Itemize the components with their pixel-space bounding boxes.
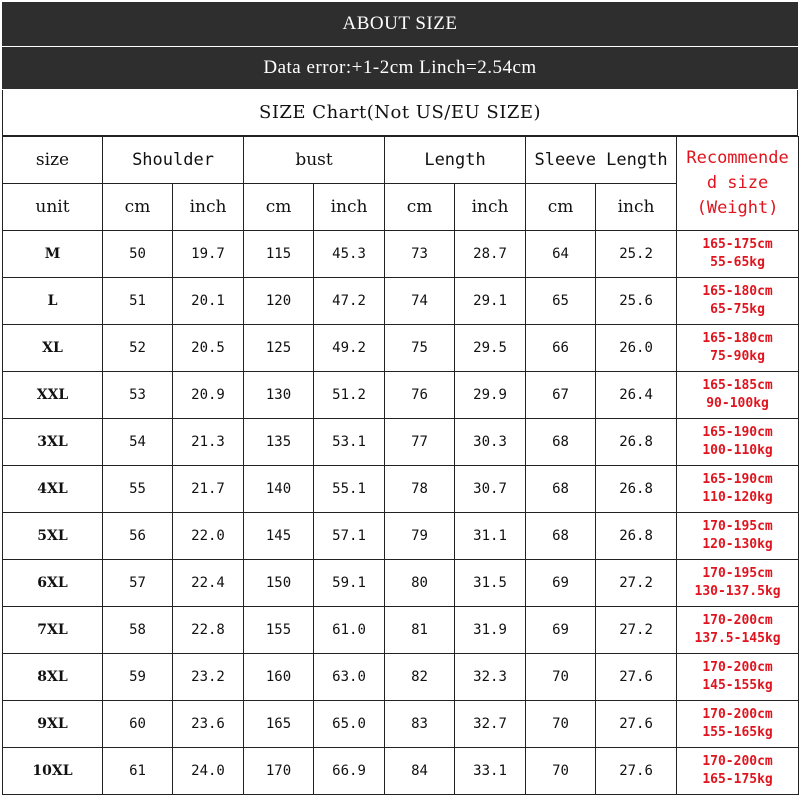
- sleeve-cm-value: 69: [526, 607, 596, 654]
- recommended-size-value: [677, 513, 799, 560]
- shoulder-inch-value: 20.5: [173, 325, 244, 372]
- sleeve-inch-value: 25.6: [596, 278, 677, 325]
- recommended-weight: 120-130kg: [702, 537, 773, 552]
- recommended-size-value: [677, 231, 799, 278]
- recommended-weight: 130-137.5kg: [694, 584, 781, 599]
- table-row: [3, 466, 799, 513]
- length-cm-value: 78: [385, 466, 455, 513]
- table-row: [3, 231, 799, 278]
- length-inch-value: 31.9: [455, 607, 526, 654]
- recommended-height: 165-190cm: [702, 425, 773, 440]
- shoulder-cm-value: 55: [103, 466, 173, 513]
- length-cm-value: 83: [385, 701, 455, 748]
- shoulder-cm-value: 60: [103, 701, 173, 748]
- unit-header: unit: [3, 184, 103, 231]
- shoulder-inch-value: 23.6: [173, 701, 244, 748]
- sleeve-cm-value: 67: [526, 372, 596, 419]
- shoulder-header: Shoulder: [103, 137, 244, 184]
- bust-header: bust: [244, 137, 385, 184]
- bust-inch-value: 47.2: [314, 278, 385, 325]
- length-cm-value: 77: [385, 419, 455, 466]
- size-table: [2, 136, 799, 795]
- bust-cm-value: 135: [244, 419, 314, 466]
- bust-cm-header: cm: [244, 184, 314, 231]
- size-value: 6XL: [3, 560, 103, 607]
- sleeve-cm-value: 68: [526, 466, 596, 513]
- shoulder-inch-value: 22.4: [173, 560, 244, 607]
- size-table-body: [3, 231, 799, 795]
- bust-cm-value: 160: [244, 654, 314, 701]
- shoulder-cm-value: 53: [103, 372, 173, 419]
- bust-inch-value: 63.0: [314, 654, 385, 701]
- recommended-size-value: [677, 701, 799, 748]
- sleeve-inch-value: 26.0: [596, 325, 677, 372]
- sleeve-inch-value: 26.8: [596, 466, 677, 513]
- length-inch-value: 30.3: [455, 419, 526, 466]
- recommended-height: 170-200cm: [702, 707, 773, 722]
- size-value: XL: [3, 325, 103, 372]
- size-value: 9XL: [3, 701, 103, 748]
- size-value: 5XL: [3, 513, 103, 560]
- table-row: [3, 701, 799, 748]
- length-cm-value: 73: [385, 231, 455, 278]
- recommended-height: 170-200cm: [702, 660, 773, 675]
- recommended-weight: 137.5-145kg: [694, 631, 781, 646]
- shoulder-inch-value: 24.0: [173, 748, 244, 795]
- length-cm-value: 76: [385, 372, 455, 419]
- sleeve-cm-value: 68: [526, 419, 596, 466]
- table-row: [3, 560, 799, 607]
- header-row-groups: [3, 137, 799, 184]
- bust-cm-value: 170: [244, 748, 314, 795]
- bust-inch-value: 45.3: [314, 231, 385, 278]
- bust-cm-value: 150: [244, 560, 314, 607]
- recommended-weight: 100-110kg: [702, 443, 773, 458]
- length-inch-value: 28.7: [455, 231, 526, 278]
- shoulder-cm-value: 57: [103, 560, 173, 607]
- size-value: 7XL: [3, 607, 103, 654]
- measurement-error-note: Data error:+1-2cm Linch=2.54cm: [2, 47, 798, 89]
- sleeve-inch-value: 26.8: [596, 513, 677, 560]
- shoulder-cm-value: 51: [103, 278, 173, 325]
- shoulder-cm-value: 59: [103, 654, 173, 701]
- length-inch-value: 31.5: [455, 560, 526, 607]
- bust-cm-value: 140: [244, 466, 314, 513]
- recommended-size-value: [677, 419, 799, 466]
- recommended-header-line-2: d size: [706, 173, 769, 193]
- shoulder-inch-value: 23.2: [173, 654, 244, 701]
- recommended-height: 170-200cm: [702, 613, 773, 628]
- shoulder-cm-value: 58: [103, 607, 173, 654]
- bust-cm-value: 115: [244, 231, 314, 278]
- recommended-height: 165-190cm: [702, 472, 773, 487]
- shoulder-cm-value: 61: [103, 748, 173, 795]
- length-inch-value: 30.7: [455, 466, 526, 513]
- table-row: [3, 513, 799, 560]
- recommended-height: 170-195cm: [702, 566, 773, 581]
- sleeve-cm-value: 66: [526, 325, 596, 372]
- shoulder-cm-value: 50: [103, 231, 173, 278]
- recommended-weight: 55-65kg: [710, 255, 765, 270]
- recommended-size-value: [677, 466, 799, 513]
- length-cm-value: 79: [385, 513, 455, 560]
- shoulder-cm-value: 56: [103, 513, 173, 560]
- shoulder-inch-value: 19.7: [173, 231, 244, 278]
- size-value: 10XL: [3, 748, 103, 795]
- recommended-height: 165-175cm: [702, 237, 773, 252]
- length-inch-value: 31.1: [455, 513, 526, 560]
- shoulder-inch-value: 22.8: [173, 607, 244, 654]
- recommended-size-value: [677, 654, 799, 701]
- bust-inch-value: 61.0: [314, 607, 385, 654]
- sleeve-inch-value: 27.6: [596, 654, 677, 701]
- recommended-weight: 155-165kg: [702, 725, 773, 740]
- sleeve-cm-value: 70: [526, 748, 596, 795]
- size-value: 8XL: [3, 654, 103, 701]
- sleeve-inch-header: inch: [596, 184, 677, 231]
- size-chart-title: ABOUT SIZE: [2, 2, 798, 46]
- sleeve-inch-value: 27.6: [596, 701, 677, 748]
- size-value: 4XL: [3, 466, 103, 513]
- length-header: Length: [385, 137, 526, 184]
- length-cm-header: cm: [385, 184, 455, 231]
- sleeve-inch-value: 27.2: [596, 607, 677, 654]
- length-cm-value: 74: [385, 278, 455, 325]
- sleeve-inch-value: 26.8: [596, 419, 677, 466]
- sleeve-inch-value: 27.2: [596, 560, 677, 607]
- length-inch-value: 29.9: [455, 372, 526, 419]
- sleeve-cm-value: 68: [526, 513, 596, 560]
- recommended-size-value: [677, 607, 799, 654]
- recommended-size-value: [677, 325, 799, 372]
- table-row: [3, 278, 799, 325]
- size-value: XXL: [3, 372, 103, 419]
- table-row: [3, 419, 799, 466]
- bust-cm-value: 155: [244, 607, 314, 654]
- length-inch-value: 32.3: [455, 654, 526, 701]
- recommended-size-value: [677, 748, 799, 795]
- table-row: [3, 607, 799, 654]
- length-cm-value: 82: [385, 654, 455, 701]
- recommended-weight: 165-175kg: [702, 772, 773, 787]
- recommended-size-value: [677, 560, 799, 607]
- length-cm-value: 75: [385, 325, 455, 372]
- recommended-weight: 145-155kg: [702, 678, 773, 693]
- recommended-height: 170-195cm: [702, 519, 773, 534]
- bust-cm-value: 120: [244, 278, 314, 325]
- size-value: M: [3, 231, 103, 278]
- bust-cm-value: 125: [244, 325, 314, 372]
- length-inch-value: 32.7: [455, 701, 526, 748]
- length-cm-value: 81: [385, 607, 455, 654]
- sleeve-cm-value: 65: [526, 278, 596, 325]
- shoulder-cm-header: cm: [103, 184, 173, 231]
- size-chart-subtitle: SIZE Chart(Not US/EU SIZE): [2, 90, 798, 136]
- recommended-weight: 110-120kg: [702, 490, 773, 505]
- shoulder-inch-value: 22.0: [173, 513, 244, 560]
- recommended-height: 165-185cm: [702, 378, 773, 393]
- size-header: size: [3, 137, 103, 184]
- sleeve-cm-value: 70: [526, 654, 596, 701]
- bust-inch-value: 66.9: [314, 748, 385, 795]
- bust-cm-value: 165: [244, 701, 314, 748]
- bust-inch-header: inch: [314, 184, 385, 231]
- sleeve-cm-value: 70: [526, 701, 596, 748]
- table-row: [3, 654, 799, 701]
- bust-inch-value: 57.1: [314, 513, 385, 560]
- table-row: [3, 325, 799, 372]
- shoulder-inch-value: 21.3: [173, 419, 244, 466]
- sleeve-inch-value: 26.4: [596, 372, 677, 419]
- bust-inch-value: 49.2: [314, 325, 385, 372]
- recommended-size-value: [677, 372, 799, 419]
- size-value: L: [3, 278, 103, 325]
- recommended-height: 165-180cm: [702, 331, 773, 346]
- recommended-header-line-1: Recommende: [686, 148, 789, 168]
- sleeve-cm-value: 69: [526, 560, 596, 607]
- sleeve-inch-value: 27.6: [596, 748, 677, 795]
- table-row: [3, 748, 799, 795]
- recommended-weight: 75-90kg: [710, 349, 765, 364]
- bust-inch-value: 65.0: [314, 701, 385, 748]
- bust-inch-value: 53.1: [314, 419, 385, 466]
- length-inch-value: 33.1: [455, 748, 526, 795]
- shoulder-cm-value: 54: [103, 419, 173, 466]
- sleeve-inch-value: 25.2: [596, 231, 677, 278]
- length-inch-value: 29.1: [455, 278, 526, 325]
- bust-inch-value: 51.2: [314, 372, 385, 419]
- sleeve-cm-header: cm: [526, 184, 596, 231]
- recommended-size-value: [677, 278, 799, 325]
- bust-cm-value: 130: [244, 372, 314, 419]
- length-inch-value: 29.5: [455, 325, 526, 372]
- size-value: 3XL: [3, 419, 103, 466]
- recommended-height: 165-180cm: [702, 284, 773, 299]
- recommended-weight: 65-75kg: [710, 302, 765, 317]
- shoulder-cm-value: 52: [103, 325, 173, 372]
- shoulder-inch-header: inch: [173, 184, 244, 231]
- shoulder-inch-value: 20.9: [173, 372, 244, 419]
- bust-inch-value: 59.1: [314, 560, 385, 607]
- bust-inch-value: 55.1: [314, 466, 385, 513]
- sleeve-length-header: Sleeve Length: [526, 137, 677, 184]
- length-inch-header: inch: [455, 184, 526, 231]
- sleeve-cm-value: 64: [526, 231, 596, 278]
- shoulder-inch-value: 20.1: [173, 278, 244, 325]
- recommended-height: 170-200cm: [702, 754, 773, 769]
- length-cm-value: 80: [385, 560, 455, 607]
- length-cm-value: 84: [385, 748, 455, 795]
- recommended-size-header: [677, 137, 799, 231]
- recommended-header-line-3: (Weight): [696, 198, 779, 218]
- shoulder-inch-value: 21.7: [173, 466, 244, 513]
- table-row: [3, 372, 799, 419]
- bust-cm-value: 145: [244, 513, 314, 560]
- recommended-weight: 90-100kg: [706, 396, 769, 411]
